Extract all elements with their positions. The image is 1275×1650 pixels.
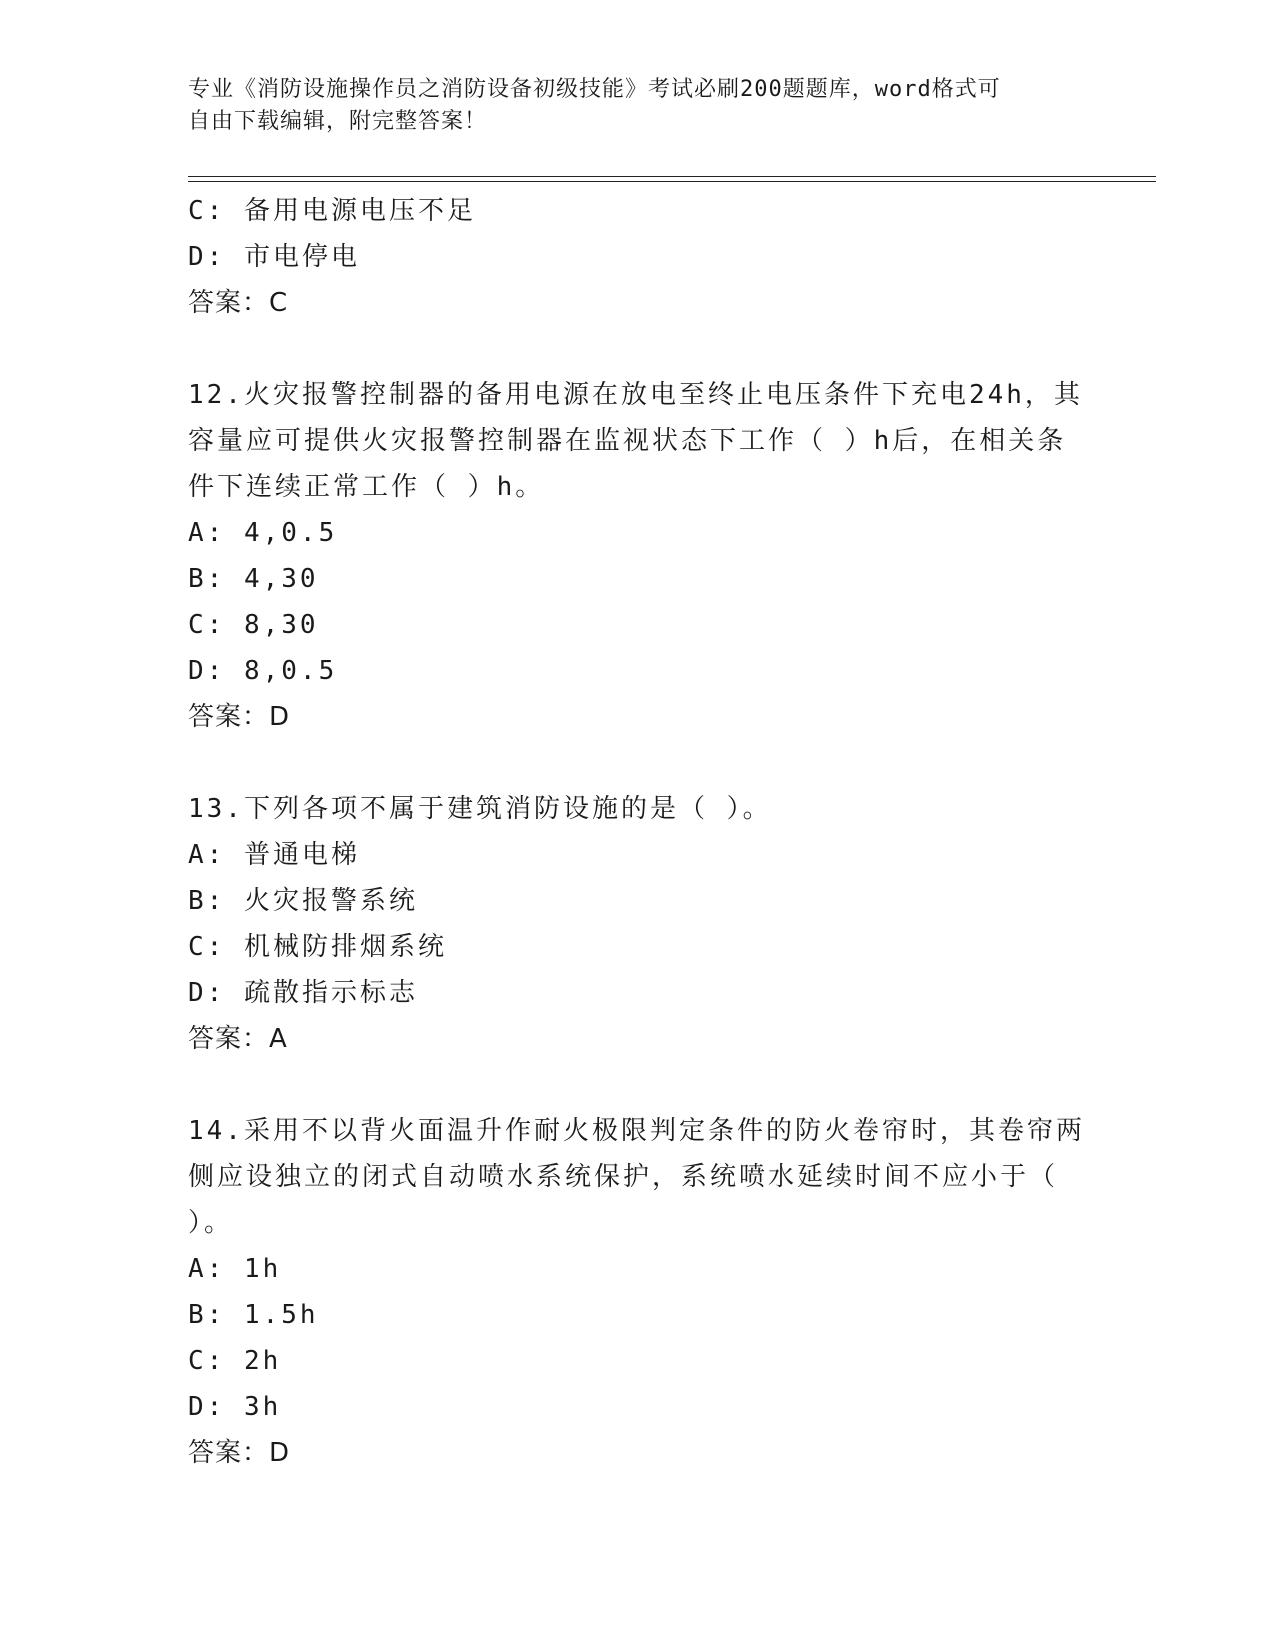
- answer-label: 答案：D: [188, 1438, 291, 1468]
- option-a: A: 1h: [188, 1254, 282, 1284]
- question-13: [188, 786, 1088, 1062]
- document-header: [188, 74, 1068, 138]
- option-c: C: 备用电源电压不足: [188, 196, 476, 226]
- question-14: [188, 1108, 1088, 1476]
- option-c: C: 2h: [188, 1346, 282, 1376]
- question-list: [188, 188, 1088, 1476]
- option-d: D: 市电停电: [188, 242, 360, 272]
- header-line-1: 专业《消防设施操作员之消防设备初级技能》考试必刷200题题库，word格式可: [188, 77, 1001, 102]
- option-a: A: 普通电梯: [188, 840, 360, 870]
- question-stem-line: 侧应设独立的闭式自动喷水系统保护，系统喷水延续时间不应小于（: [188, 1162, 1059, 1192]
- option-a: A: 4,0.5: [188, 518, 338, 548]
- option-d: D: 疏散指示标志: [188, 978, 418, 1008]
- spacer: [188, 740, 1088, 786]
- question-stem-line: 容量应可提供火灾报警控制器在监视状态下工作（ ）h后，在相关条: [188, 426, 1067, 456]
- option-b: B: 1.5h: [188, 1300, 319, 1330]
- option-b: B: 火灾报警系统: [188, 886, 418, 916]
- question-12: [188, 372, 1088, 740]
- question-stem-line: ）。: [188, 1208, 234, 1238]
- option-c: C: 机械防排烟系统: [188, 932, 447, 962]
- answer-label: 答案：C: [188, 288, 289, 318]
- spacer: [188, 1062, 1088, 1108]
- question-stem-line: 13.下列各项不属于建筑消防设施的是（ ）。: [188, 794, 772, 824]
- option-d: D: 3h: [188, 1392, 282, 1422]
- spacer: [188, 326, 1088, 372]
- question-stem-line: 14.采用不以背火面温升作耐火极限判定条件的防火卷帘时，其卷帘两: [188, 1116, 1085, 1146]
- header-divider-bottom: [188, 181, 1156, 182]
- question-stem-line: 件下连续正常工作（ ）h。: [188, 472, 545, 502]
- answer-label: 答案：A: [188, 1024, 288, 1054]
- option-d: D: 8,0.5: [188, 656, 338, 686]
- question-stem-line: 12.火灾报警控制器的备用电源在放电至终止电压条件下充电24h，其: [188, 380, 1083, 410]
- option-b: B: 4,30: [188, 564, 319, 594]
- answer-label: 答案：D: [188, 702, 291, 732]
- header-divider-top: [188, 176, 1156, 177]
- question-11-tail: [188, 188, 1088, 326]
- option-c: C: 8,30: [188, 610, 319, 640]
- header-line-2: 自由下载编辑，附完整答案！: [188, 109, 488, 134]
